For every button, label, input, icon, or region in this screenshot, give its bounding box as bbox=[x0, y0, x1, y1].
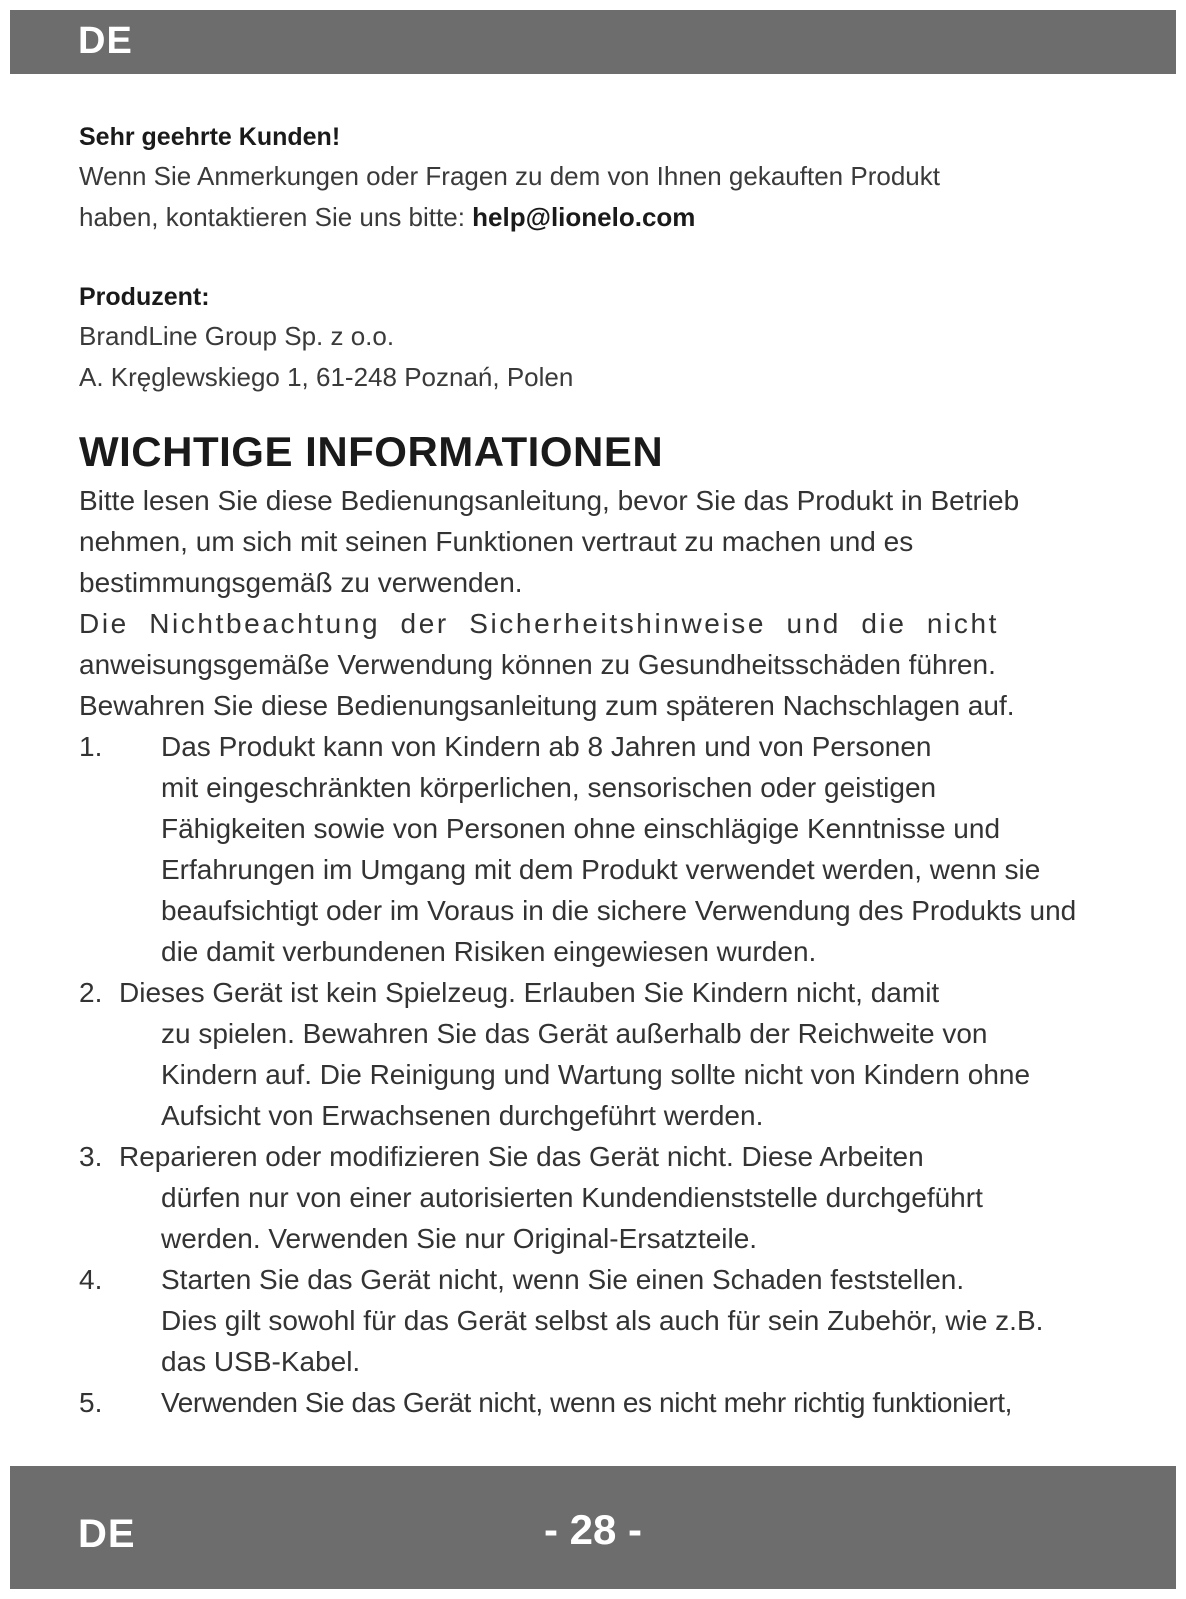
producer-address: A. Kręglewskiego 1, 61-248 Poznań, Polen bbox=[79, 362, 574, 392]
intro-paragraph-3: Bewahren Sie diese Bedienungsanleitung zum späteren Nachschlagen auf. bbox=[79, 690, 1015, 721]
list-item-first-line: Starten Sie das Gerät nicht, wenn Sie einen Schaden feststellen. bbox=[161, 1264, 965, 1295]
list-item-rest: zu spielen. Bewahren Sie das Gerät außerhalb der Reichweite von Kindern auf. Die Reinigung und Wartung sollte nicht von Kindern ohne Aufsicht von Erwachsenen durchgeführt werden. bbox=[161, 1018, 1031, 1131]
contact-line-2 bbox=[79, 197, 1079, 238]
intro-paragraph-2b: anweisungsgemäße Verwendung können zu Gesundheitsschäden führen. bbox=[79, 649, 996, 680]
header-bar bbox=[10, 10, 1176, 74]
list-item-first-line: Reparieren oder modifizieren Sie das Gerät nicht. Diese Arbeiten bbox=[119, 1141, 924, 1172]
list-item bbox=[79, 1382, 1079, 1423]
contact-line-2-prefix: haben, kontaktieren Sie uns bitte: bbox=[79, 202, 473, 232]
list-item-rest: mit eingeschränkten körperlichen, sensorischen oder geistigen Fähigkeiten sowie von Personen ohne einschlägige Kenntnisse und Erfahrungen im Umgang mit dem Produkt verwendet werden, wenn sie beaufsichtigt oder im Voraus in die sichere Verwendung des Produkts und die damit verbundenen Risiken eingewiesen wurden. bbox=[161, 772, 1077, 967]
list-item bbox=[79, 1259, 1079, 1382]
footer-bar bbox=[10, 1466, 1176, 1589]
intro-paragraph-2a: Die Nichtbeachtung der Sicherheitshinweise und die nicht bbox=[79, 608, 1000, 639]
producer-name: BrandLine Group Sp. z o.o. bbox=[79, 321, 395, 351]
greeting: Sehr geehrte Kunden! bbox=[79, 123, 341, 151]
list-item bbox=[79, 972, 1079, 1136]
list-item bbox=[79, 1136, 1079, 1259]
section-title: WICHTIGE INFORMATIONEN bbox=[79, 428, 664, 475]
list-item-first-line: Dieses Gerät ist kein Spielzeug. Erlauben Sie Kindern nicht, damit bbox=[119, 977, 940, 1008]
footer-language-label: DE bbox=[78, 1512, 136, 1556]
page-number: - 28 - bbox=[543, 1506, 643, 1553]
list-item-number: 4. bbox=[79, 1264, 103, 1295]
intro-paragraph-1: Bitte lesen Sie diese Bedienungsanleitung, bevor Sie das Produkt in Betrieb nehmen, um sich mit seinen Funktionen vertraut zu machen und es bestimmungsgemäß zu verwenden. bbox=[79, 485, 1020, 598]
language-label: DE bbox=[78, 20, 133, 62]
list-item-number: 5. bbox=[79, 1387, 103, 1418]
list-item-first-line: Verwenden Sie das Gerät nicht, wenn es nicht mehr richtig funktioniert, bbox=[161, 1387, 1012, 1418]
page-content bbox=[79, 118, 1079, 1423]
list-item-first-line: Das Produkt kann von Kindern ab 8 Jahren und von Personen bbox=[161, 731, 932, 762]
list-item-number: 3. bbox=[79, 1141, 103, 1172]
email-link[interactable]: help@lionelo.com bbox=[472, 202, 696, 232]
list-item-rest: Dies gilt sowohl für das Gerät selbst als auch für sein Zubehör, wie z.B. das USB-Kabel. bbox=[161, 1305, 1044, 1377]
contact-line-1: Wenn Sie Anmerkungen oder Fragen zu dem von Ihnen gekauften Produkt bbox=[79, 161, 940, 191]
list-item-rest: dürfen nur von einer autorisierten Kundendienststelle durchgeführt werden. Verwenden Sie nur Original-Ersatzteile. bbox=[161, 1182, 983, 1254]
producer-label: Produzent: bbox=[79, 283, 210, 311]
list-item bbox=[79, 726, 1079, 972]
list-item-number: 2. bbox=[79, 977, 103, 1008]
list-item-number: 1. bbox=[79, 731, 103, 762]
